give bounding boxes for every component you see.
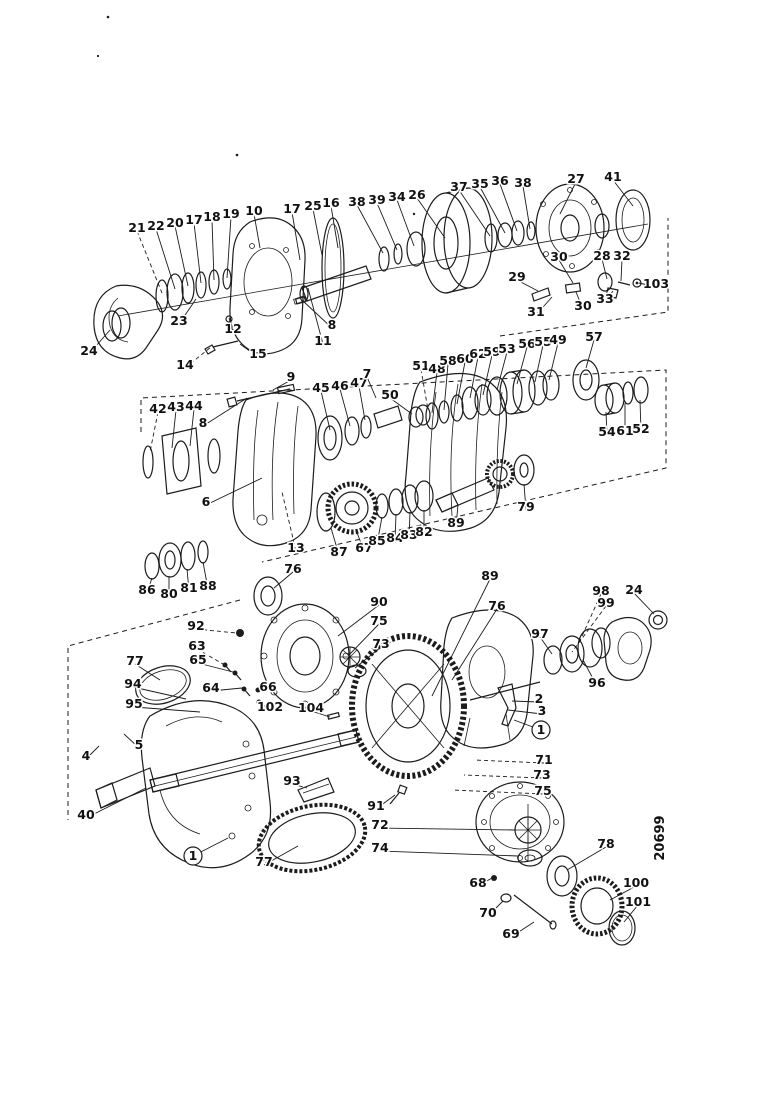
svg-text:84: 84: [386, 530, 404, 545]
clutch-pack-rings: [426, 370, 559, 429]
part-label-68: [469, 875, 492, 890]
bolt-91: [390, 785, 407, 804]
yoke-part: [94, 285, 163, 359]
svg-text:32: 32: [613, 248, 631, 263]
svg-text:27: 27: [567, 171, 585, 186]
part-label-93: [283, 773, 307, 788]
svg-text:25: 25: [304, 198, 322, 213]
svg-text:101: 101: [624, 894, 652, 909]
svg-text:62: 62: [469, 346, 487, 361]
part-label-8: [303, 301, 336, 332]
svg-text:92: 92: [187, 618, 205, 633]
svg-text:79: 79: [517, 499, 535, 514]
bracket-93: [298, 778, 334, 802]
svg-text:6: 6: [201, 494, 211, 509]
svg-text:89: 89: [447, 515, 465, 530]
part-label-61: [616, 403, 633, 438]
svg-text:21: 21: [128, 220, 146, 235]
ring-47: [361, 416, 371, 438]
part-label-5: [124, 734, 143, 752]
bearing-45: [318, 416, 342, 460]
svg-text:9: 9: [286, 369, 296, 384]
svg-text:102: 102: [256, 699, 284, 714]
svg-text:70: 70: [479, 905, 497, 920]
part-label-103: [639, 276, 669, 291]
svg-text:3: 3: [537, 703, 547, 718]
axle-shaft: [150, 730, 359, 792]
svg-text:87: 87: [330, 544, 348, 559]
svg-text:50: 50: [381, 387, 399, 402]
part-label-98: [578, 583, 610, 645]
part-label-24: [625, 582, 654, 614]
svg-text:75: 75: [370, 613, 388, 628]
part-label-53: [497, 341, 516, 390]
svg-text:8: 8: [327, 317, 337, 332]
svg-text:78: 78: [597, 836, 615, 851]
svg-text:20: 20: [166, 215, 184, 230]
washer-stack: [156, 269, 231, 312]
svg-text:63: 63: [188, 638, 206, 653]
bearing-57: [573, 360, 599, 400]
part-label-79: [517, 484, 534, 514]
part-label-30: [574, 292, 592, 313]
part-label-6: [202, 478, 262, 509]
svg-text:83: 83: [400, 527, 418, 542]
svg-text:71: 71: [535, 752, 553, 767]
row2-case-geartrain-assembly: [141, 360, 666, 579]
part-label-74: [371, 840, 518, 856]
print-specks: [97, 16, 415, 216]
part-label-86: [138, 578, 156, 597]
svg-text:58: 58: [439, 353, 457, 368]
svg-text:76: 76: [488, 598, 506, 613]
part-label-48: [428, 361, 445, 413]
svg-text:64: 64: [202, 680, 220, 695]
part-label-87: [330, 528, 347, 559]
svg-text:69: 69: [502, 926, 520, 941]
part-label-19: [222, 206, 239, 278]
part-label-10: [245, 203, 263, 248]
pinion-yoke-group: [544, 611, 667, 680]
part-label-89: [432, 568, 499, 696]
pinion-shaft-69: [491, 875, 556, 929]
part-label-71: [474, 752, 553, 767]
part-label-81: [180, 569, 197, 595]
part-label-15: [240, 344, 267, 361]
svg-text:7: 7: [362, 366, 372, 381]
svg-text:65: 65: [189, 652, 207, 667]
part-label-12: [224, 318, 241, 336]
svg-text:16: 16: [322, 195, 340, 210]
part-label-80: [160, 576, 178, 601]
svg-text:31: 31: [527, 304, 545, 319]
svg-text:23: 23: [170, 313, 188, 328]
part-label-91: [367, 795, 395, 813]
ring-39: [394, 244, 402, 264]
svg-text:30: 30: [574, 298, 592, 313]
small-fasteners-row1: [205, 273, 641, 354]
svg-text:42: 42: [149, 401, 167, 416]
part-label-18: [203, 209, 220, 280]
svg-text:77: 77: [126, 653, 144, 668]
svg-text:73: 73: [372, 636, 390, 651]
bearing-76: [254, 577, 282, 615]
svg-text:17: 17: [283, 201, 301, 216]
svg-text:90: 90: [370, 594, 388, 609]
figure-number: 20699: [653, 815, 668, 861]
svg-text:4: 4: [81, 748, 91, 763]
svg-text:73: 73: [533, 767, 551, 782]
part-label-92: [187, 618, 236, 633]
diff-carrier: [441, 610, 533, 748]
svg-text:1: 1: [536, 722, 546, 737]
svg-text:77: 77: [255, 854, 273, 869]
svg-text:40: 40: [77, 807, 95, 822]
part-label-73: [355, 636, 390, 668]
part-label-27: [560, 171, 585, 214]
clutch-drum-gear: [422, 188, 492, 293]
svg-text:17: 17: [185, 212, 203, 227]
ring-36: [512, 221, 524, 245]
svg-text:60: 60: [456, 351, 474, 366]
part-label-72: [371, 817, 516, 832]
svg-text:75: 75: [534, 783, 552, 798]
svg-text:28: 28: [593, 248, 611, 263]
part-label-76: [274, 561, 302, 588]
svg-text:18: 18: [203, 209, 221, 224]
hub-stub: [595, 214, 609, 238]
svg-text:38: 38: [348, 194, 366, 209]
svg-text:26: 26: [408, 187, 426, 202]
svg-text:72: 72: [371, 817, 389, 832]
bearing-35: [498, 223, 512, 247]
svg-text:54: 54: [598, 424, 616, 439]
svg-text:81: 81: [180, 580, 198, 595]
svg-text:94: 94: [124, 676, 142, 691]
part-label-73: [464, 767, 551, 782]
svg-text:52: 52: [632, 421, 650, 436]
svg-text:80: 80: [160, 586, 178, 601]
svg-text:99: 99: [597, 595, 615, 610]
part-label-65: [189, 652, 233, 672]
svg-text:35: 35: [471, 176, 489, 191]
svg-text:104: 104: [297, 700, 325, 715]
svg-text:24: 24: [625, 582, 643, 597]
part-label-51: [412, 358, 429, 410]
ring-38: [379, 247, 389, 271]
svg-text:67: 67: [355, 540, 373, 555]
svg-text:57: 57: [585, 329, 603, 344]
svg-text:53: 53: [498, 341, 516, 356]
svg-text:56: 56: [518, 336, 536, 351]
part-label-46: [331, 378, 350, 426]
part-label-32: [613, 248, 630, 281]
part-label-4: [82, 746, 99, 763]
part-label-41: [604, 169, 633, 206]
part-label-17: [283, 201, 300, 260]
svg-text:66: 66: [259, 679, 277, 694]
row3-differential-assembly: [68, 577, 667, 945]
part-label-8: [199, 398, 247, 430]
circled-part-label-1: [514, 720, 550, 739]
part-label-69: [502, 922, 534, 941]
svg-text:29: 29: [508, 269, 526, 284]
svg-text:12: 12: [224, 321, 242, 336]
svg-text:86: 86: [138, 582, 156, 597]
svg-text:95: 95: [125, 696, 143, 711]
svg-text:30: 30: [550, 249, 568, 264]
svg-text:1: 1: [188, 848, 198, 863]
svg-text:19: 19: [222, 206, 240, 221]
part-label-40: [77, 788, 146, 822]
svg-text:48: 48: [428, 361, 446, 376]
svg-text:88: 88: [199, 578, 217, 593]
part-label-70: [479, 901, 503, 920]
case-front-half: [233, 393, 316, 546]
ring-42: [143, 446, 153, 478]
svg-text:85: 85: [368, 533, 386, 548]
part-label-25: [304, 198, 322, 255]
svg-text:11: 11: [314, 333, 332, 348]
idler-gear-67: [317, 484, 376, 532]
svg-text:36: 36: [491, 173, 509, 188]
part-label-29: [508, 269, 538, 291]
ring-gear-41: [616, 190, 650, 250]
svg-text:98: 98: [592, 583, 610, 598]
svg-text:13: 13: [287, 540, 305, 555]
part-label-54: [598, 412, 616, 439]
svg-text:8: 8: [198, 415, 208, 430]
ring-44: [208, 439, 220, 473]
svg-text:5: 5: [134, 737, 144, 752]
svg-text:43: 43: [167, 399, 185, 414]
bearing-stack-86-88: [145, 541, 208, 579]
svg-text:44: 44: [185, 398, 203, 413]
roller-clutch-43: [162, 428, 201, 494]
svg-text:49: 49: [549, 332, 567, 347]
svg-text:38: 38: [514, 175, 532, 190]
svg-text:41: 41: [604, 169, 622, 184]
svg-text:33: 33: [596, 291, 614, 306]
svg-text:93: 93: [283, 773, 301, 788]
svg-text:55: 55: [534, 334, 552, 349]
shaft-piece-7: [374, 405, 430, 428]
svg-text:59: 59: [483, 344, 501, 359]
svg-text:103: 103: [642, 276, 670, 291]
part-label-102: [257, 699, 283, 714]
part-label-33: [596, 291, 613, 306]
svg-text:39: 39: [368, 192, 386, 207]
svg-text:22: 22: [147, 218, 165, 233]
snap-ring: [322, 218, 344, 318]
svg-text:2: 2: [534, 691, 544, 706]
circled-part-label-1: [184, 838, 228, 865]
thrust-washers-85-82: [376, 481, 433, 518]
svg-text:82: 82: [415, 524, 433, 539]
svg-text:91: 91: [367, 798, 385, 813]
svg-text:14: 14: [176, 357, 194, 372]
svg-text:96: 96: [588, 675, 606, 690]
svg-text:47: 47: [350, 375, 368, 390]
part-label-88: [199, 562, 216, 593]
svg-text:15: 15: [249, 346, 267, 361]
spider-gear-72-74: [515, 804, 542, 866]
part-label-97: [531, 626, 552, 654]
part-label-52: [632, 400, 649, 436]
part-label-49: [549, 332, 567, 380]
part-label-31: [527, 297, 552, 319]
svg-text:51: 51: [412, 358, 430, 373]
svg-text:61: 61: [616, 423, 634, 438]
svg-text:34: 34: [388, 189, 406, 204]
svg-text:76: 76: [284, 561, 302, 576]
part-label-42: [149, 401, 166, 452]
svg-text:46: 46: [331, 378, 349, 393]
svg-text:37: 37: [450, 179, 468, 194]
ring-46: [345, 417, 359, 445]
part-label-57: [585, 329, 602, 368]
svg-text:10: 10: [245, 203, 263, 218]
svg-text:97: 97: [531, 626, 549, 641]
svg-text:24: 24: [80, 343, 98, 358]
svg-text:89: 89: [481, 568, 499, 583]
part-label-66: [256, 679, 277, 694]
svg-text:74: 74: [371, 840, 389, 855]
part-label-96: [583, 660, 606, 690]
bolt-9: [227, 384, 294, 406]
row1-input-shaft-assembly: [94, 184, 668, 359]
ring-38b: [527, 222, 535, 240]
svg-text:45: 45: [312, 380, 330, 395]
part-label-17: [185, 212, 202, 283]
part-label-64: [202, 680, 242, 695]
svg-text:100: 100: [622, 875, 650, 890]
part-label-47: [350, 375, 367, 420]
part-label-36: [491, 173, 517, 231]
svg-text:68: 68: [469, 875, 487, 890]
